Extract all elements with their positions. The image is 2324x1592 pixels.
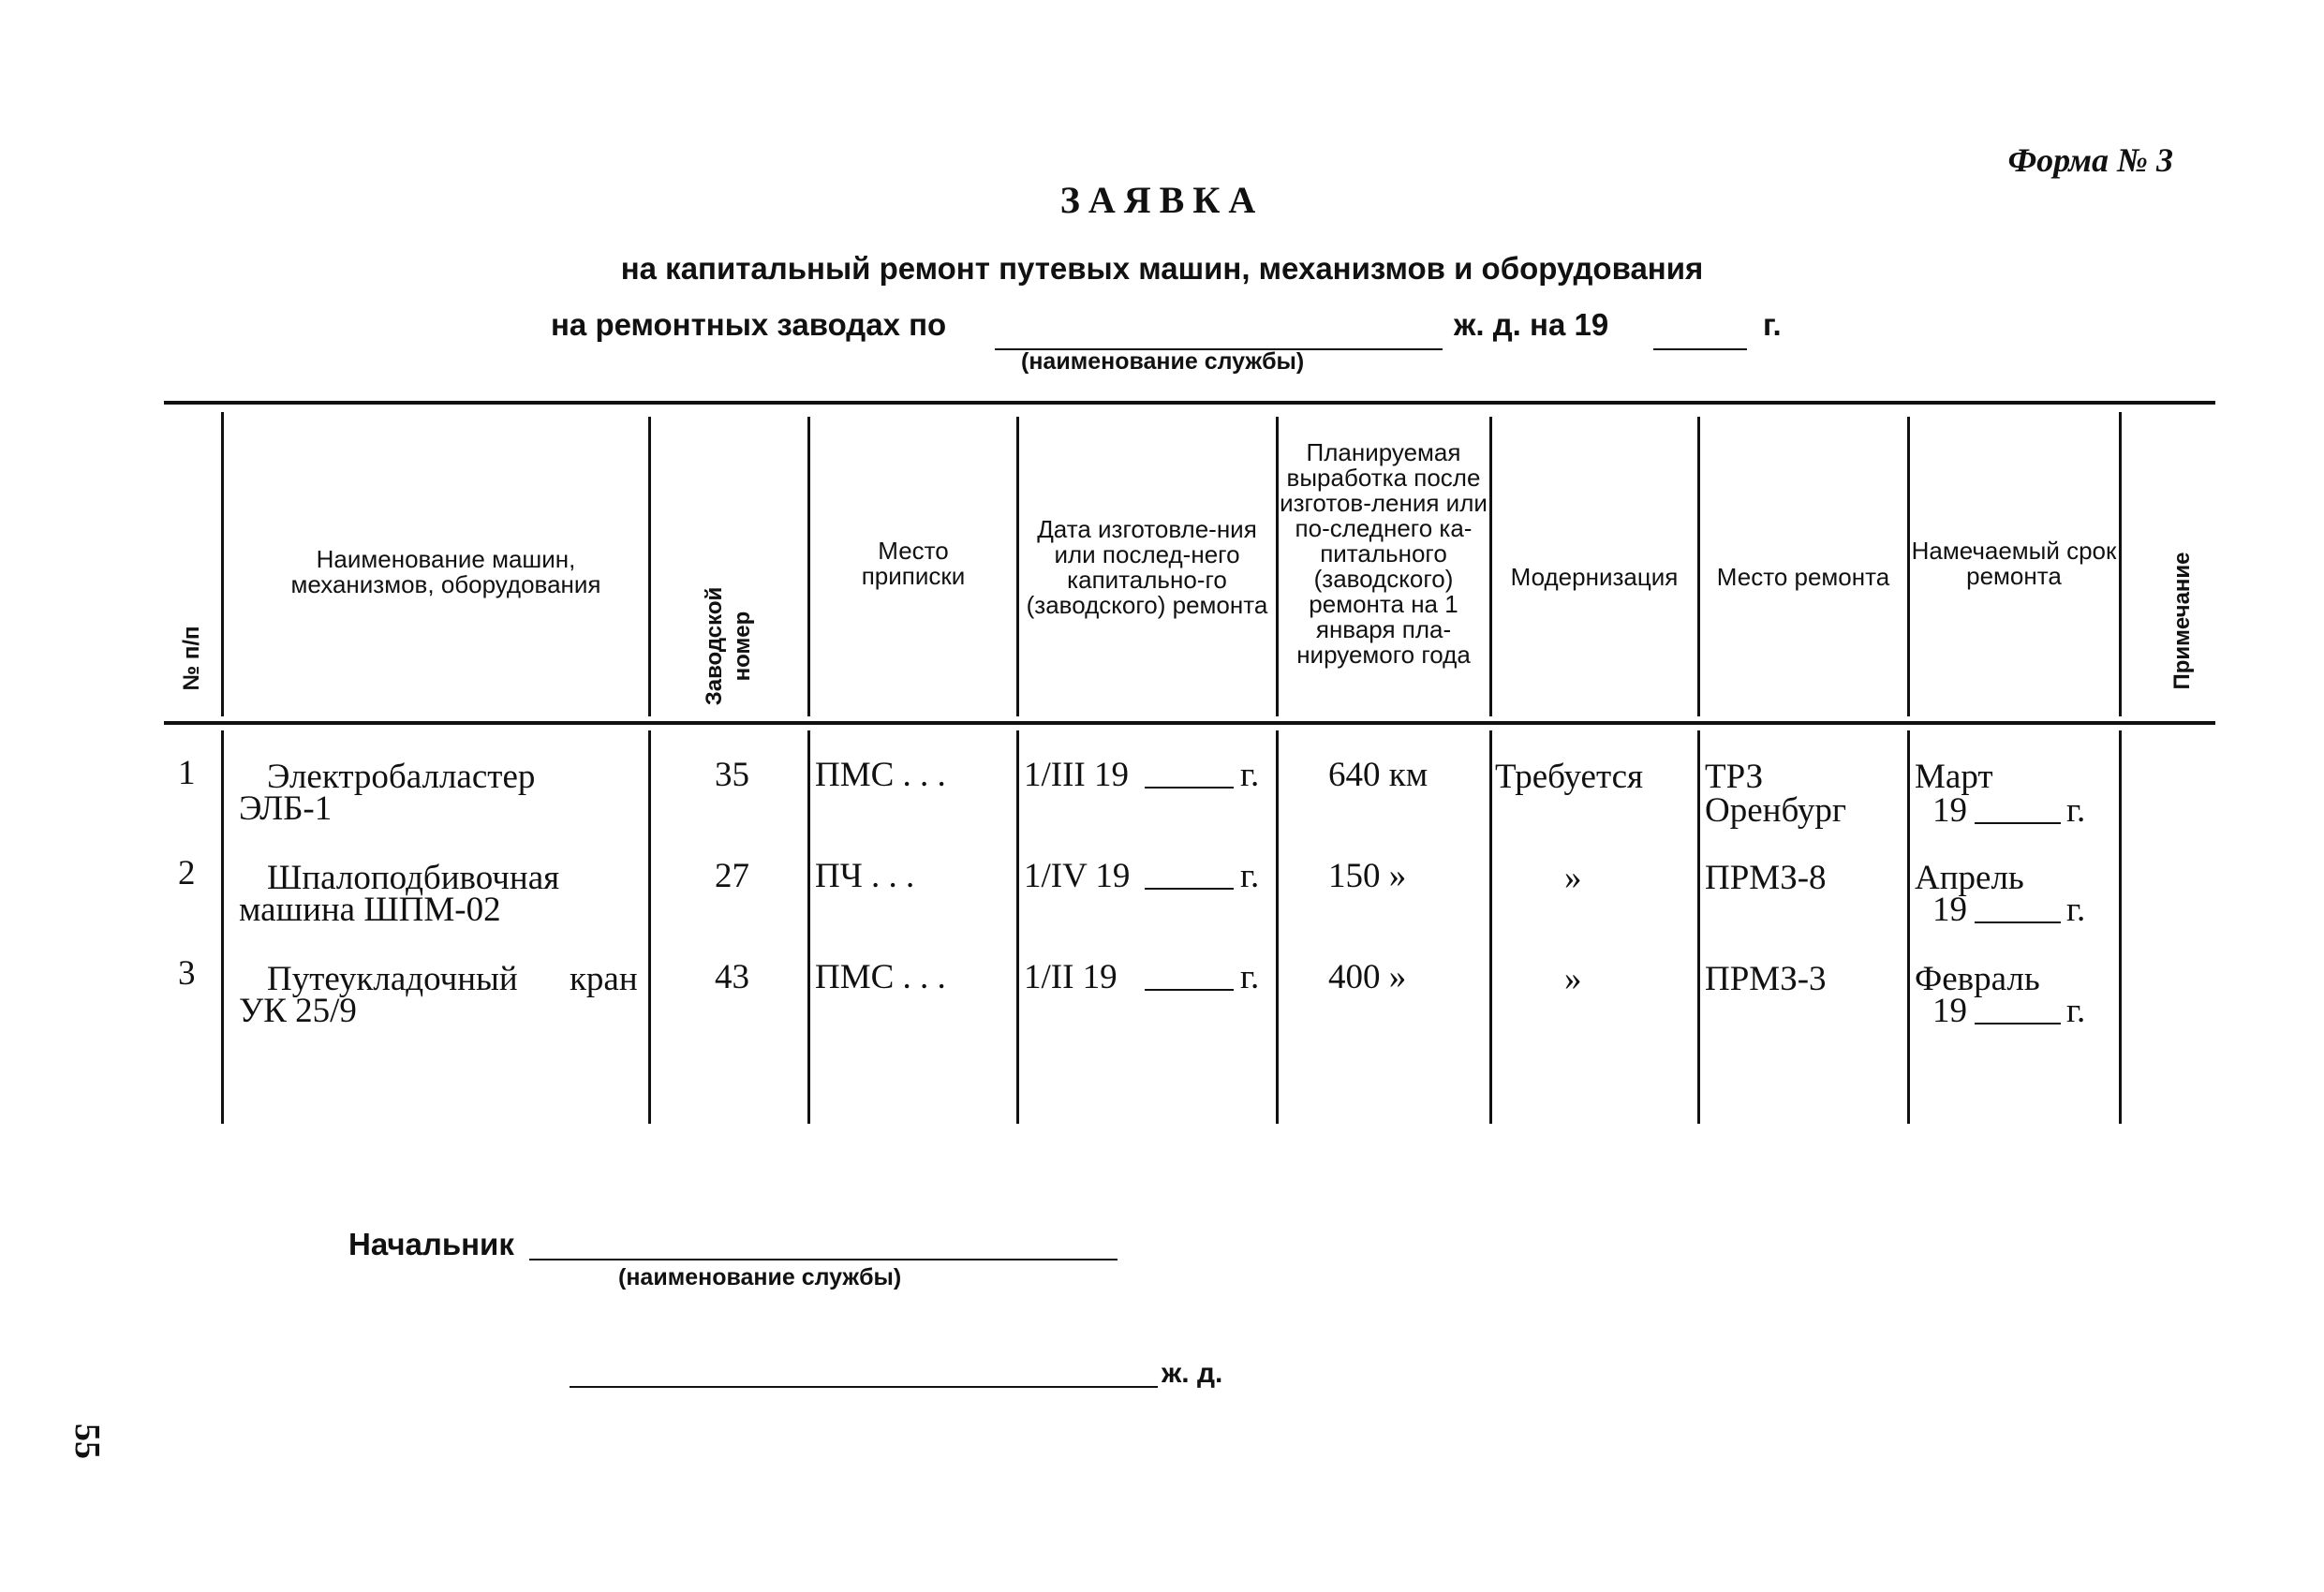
row2-date-blank[interactable] xyxy=(1145,888,1234,890)
col-divider xyxy=(2119,730,2122,1124)
col-divider xyxy=(1276,417,1279,716)
col-divider xyxy=(1016,730,1019,1124)
row1-term-2: 19 xyxy=(1932,791,1967,830)
row2-term-2: 19 xyxy=(1932,891,1967,929)
chief-service-blank[interactable] xyxy=(529,1259,1118,1260)
col-divider xyxy=(221,730,224,1124)
row3-date-blank[interactable] xyxy=(1145,989,1234,991)
document-title: ЗАЯВКА xyxy=(1059,179,1265,221)
row1-date-suffix: г. xyxy=(1240,756,1260,794)
row2-modernization: » xyxy=(1564,859,1582,897)
row2-serial: 27 xyxy=(715,857,749,895)
page-number: 55 xyxy=(67,1423,107,1459)
row1-name-2: ЭЛБ-1 xyxy=(239,789,333,828)
row3-serial: 43 xyxy=(715,958,749,996)
chief-service-caption: (наименование службы) xyxy=(618,1264,902,1290)
row1-serial: 35 xyxy=(715,756,749,794)
row3-planned: 400 » xyxy=(1328,958,1407,996)
row2-num: 2 xyxy=(178,854,196,892)
year-blank[interactable] xyxy=(1653,313,1747,350)
header-place: Место приписки xyxy=(861,537,966,590)
row3-term-blank[interactable] xyxy=(1975,1023,2061,1024)
col-divider xyxy=(221,412,224,716)
row1-term-blank[interactable] xyxy=(1975,822,2061,824)
row3-place: ПМС . . . xyxy=(815,958,946,996)
row1-num: 1 xyxy=(178,754,196,792)
row3-num: 3 xyxy=(178,954,196,993)
railway-year-label: ж. д. на 19 xyxy=(1454,307,1609,342)
row3-term-2: 19 xyxy=(1932,992,1967,1030)
row1-planned: 640 км xyxy=(1328,756,1428,794)
header-note: Примечание xyxy=(2169,552,2195,690)
row3-name-1: Путеукладочный кран xyxy=(267,960,638,998)
row2-repair-1: ПРМЗ-8 xyxy=(1705,859,1827,897)
header-planned: Планируемая выработка после изготов-ления или по-следнего ка-питального (заводского) ремонта на 1 января пла-нируемого года xyxy=(1280,438,1488,669)
col-divider xyxy=(648,417,651,716)
header-name: Наименование машин, механизмов, оборудования xyxy=(290,545,601,598)
row3-modernization: » xyxy=(1564,960,1582,998)
row3-term-suffix: г. xyxy=(2066,992,2086,1030)
row1-term-suffix: г. xyxy=(2066,791,2086,830)
header-repair-term: Намечаемый срок ремонта xyxy=(1911,537,2117,590)
col-divider xyxy=(807,730,810,1124)
chief-label: Начальник xyxy=(348,1227,514,1261)
row1-date: 1/III 19 xyxy=(1024,756,1129,794)
row1-repair-2: Оренбург xyxy=(1705,791,1847,830)
col-divider xyxy=(807,417,810,716)
service-prefix: на ремонтных заводах по xyxy=(551,307,947,342)
document-subtitle: на капитальный ремонт путевых машин, механизмов и оборудования xyxy=(620,251,1704,286)
row2-date-suffix: г. xyxy=(1240,857,1260,895)
service-name-blank[interactable] xyxy=(995,313,1443,350)
row2-place: ПЧ . . . xyxy=(815,857,915,895)
col-divider xyxy=(1907,730,1910,1124)
header-date: Дата изготовле-ния или послед-него капитально-го (заводского) ремонта xyxy=(1026,515,1268,619)
header-bottom-rule xyxy=(164,721,2215,725)
row3-date-suffix: г. xyxy=(1240,958,1260,996)
col-divider xyxy=(1489,730,1492,1124)
row1-place: ПМС . . . xyxy=(815,756,946,794)
row2-planned: 150 » xyxy=(1328,857,1407,895)
row3-name-2: УК 25/9 xyxy=(239,992,357,1030)
row2-term-suffix: г. xyxy=(2066,891,2086,929)
row2-term-1: Апрель xyxy=(1915,859,2024,897)
row1-modernization: Требуется xyxy=(1495,758,1644,796)
row1-term-1: Март xyxy=(1915,758,1993,796)
row2-name-2: машина ШПМ-02 xyxy=(239,891,501,929)
header-repair-place: Место ремонта xyxy=(1716,563,1890,591)
form-number: Форма № 3 xyxy=(2007,141,2173,179)
row2-date: 1/IV 19 xyxy=(1024,857,1131,895)
row1-repair-1: ТРЗ xyxy=(1705,758,1764,796)
row3-date: 1/II 19 xyxy=(1024,958,1118,996)
col-divider xyxy=(1276,730,1279,1124)
railway-suffix: ж. д. xyxy=(1162,1358,1223,1389)
row3-repair-1: ПРМЗ-3 xyxy=(1705,960,1827,998)
row3-term-1: Февраль xyxy=(1915,960,2040,998)
row2-term-blank[interactable] xyxy=(1975,921,2061,923)
row2-name-1: Шпалоподбивочная xyxy=(267,859,560,897)
col-divider xyxy=(2119,412,2122,716)
col-divider xyxy=(1016,417,1019,716)
col-divider xyxy=(1907,417,1910,716)
header-num: № п/п xyxy=(179,626,204,691)
railway-name-blank[interactable] xyxy=(570,1386,1158,1388)
header-serial: Заводской номер xyxy=(702,586,755,706)
table-top-rule xyxy=(164,401,2215,405)
row1-date-blank[interactable] xyxy=(1145,787,1234,789)
col-divider xyxy=(648,730,651,1124)
col-divider xyxy=(1697,730,1700,1124)
year-suffix: г. xyxy=(1763,307,1782,342)
header-modernization: Модернизация xyxy=(1510,563,1679,591)
service-caption: (наименование службы) xyxy=(1021,348,1305,375)
row1-name-1: Электробалластер xyxy=(267,758,536,796)
